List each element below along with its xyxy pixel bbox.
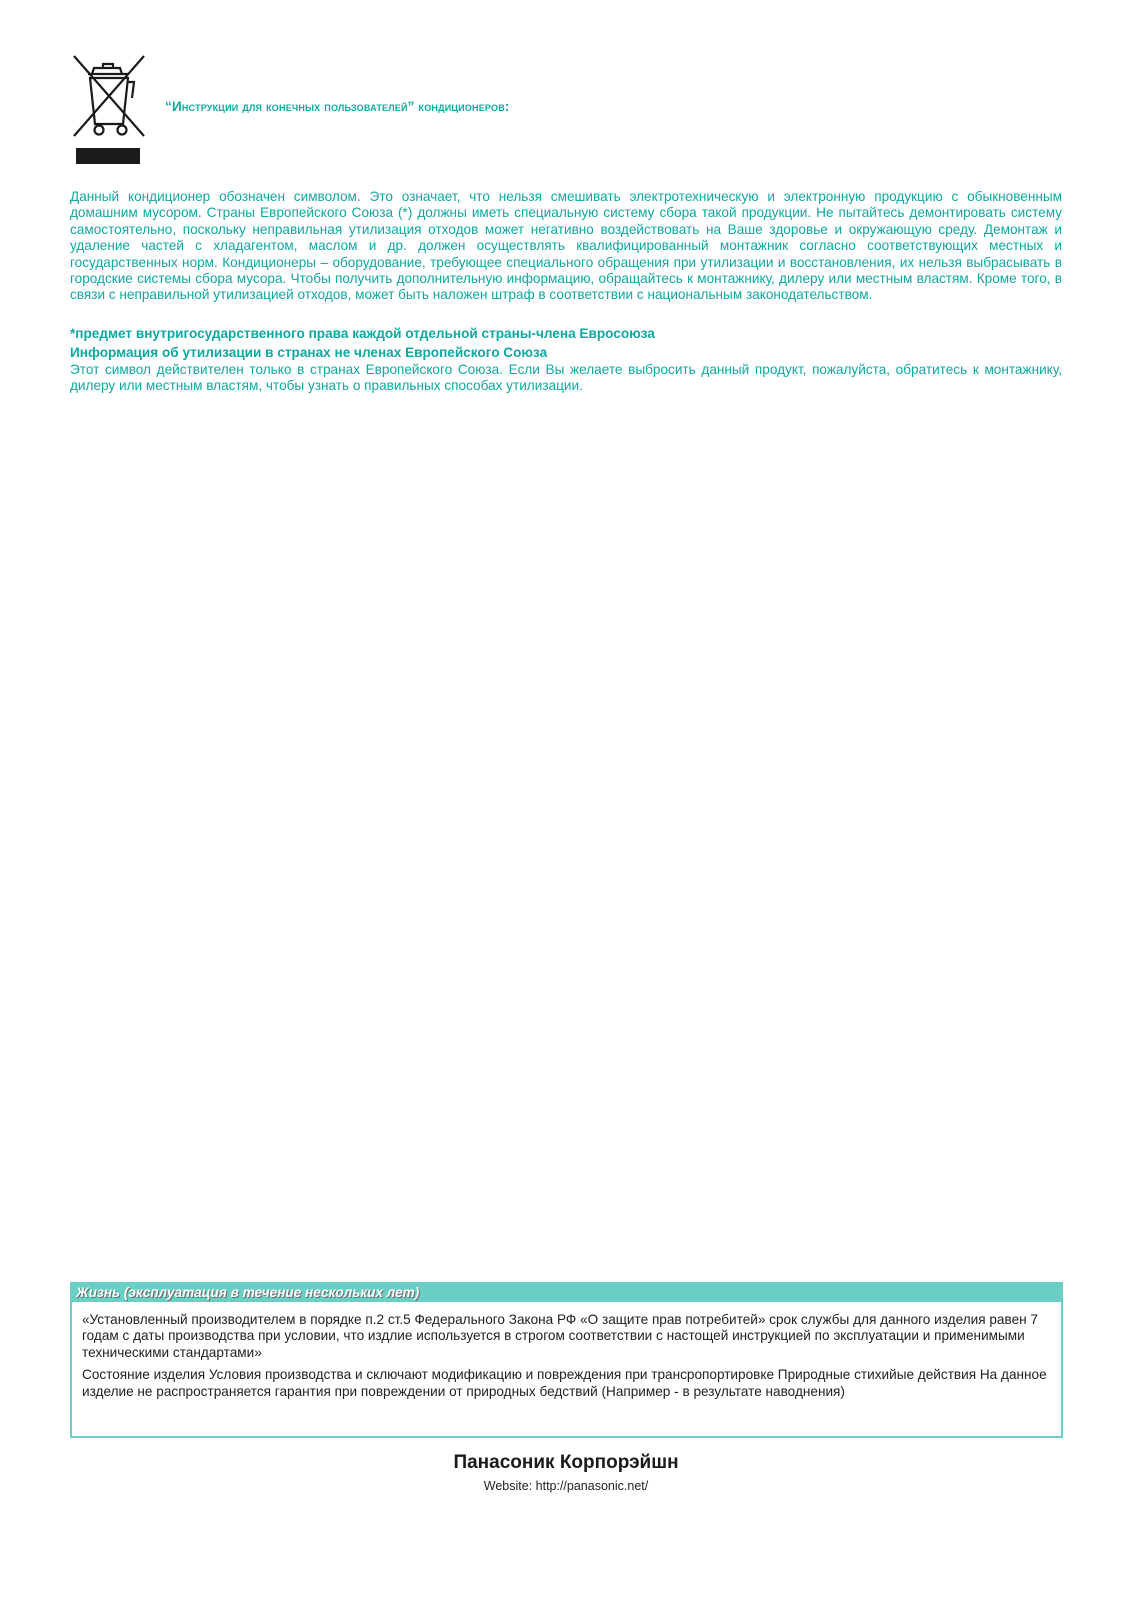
crossed-out-wheelie-bin-icon <box>70 52 150 170</box>
disposal-paragraph <box>70 189 1062 304</box>
disposal-text: Данный кондиционер обозначен символом. Это означает, что нельзя смешивать электротехническую и электронную продукцию с обыкновенным домашним мусором. Страны Европейского Союза (*) должны иметь специальную систему сбора такой продукции. Не пытайтесь демонтировать систему самостоятельно, поскольку неправильная утилизация отходов может негативно воздействовать на Ваше здоровье и окружающую среду. Демонтаж и удаление частей с хладагентом, маслом и др. должен осуществлять квалифицированный монтажник согласно соответствующих местных и государственных норм. Кондиционеры – оборудование, требующее специального обращения при утилизации и восстановления, их нельзя выбрасывать в городские системы сбора мусора. Чтобы получить дополнительную информацию, обращайтесь к монтажнику, дилеру или местным властям. Кроме того, в связи с неправильной утилизацией отходов, может быть наложен штраф в соответствии с национальным законодательством. <box>70 189 1062 303</box>
website-link[interactable]: Website: http://panasonic.net/ <box>483 1479 649 1493</box>
page-title: “Инструкции для конечных пользователей” кондиционеров: <box>165 99 510 114</box>
eu-footnote: *предмет внутригосударственного права каждой отдельной страны-члена Евросоюза <box>70 326 655 341</box>
condition-paragraph: Состояние изделия Условия производства и сключают модификацию и повреждения при трансропортировке Природные стихийые действия На данное изделие не распространяется гарантия при повреждении от природных бедствий (Например - в результате наводнения) <box>82 1367 1047 1399</box>
non-eu-title: Информация об утилизации в странах не членах Европейского Союза <box>70 345 548 360</box>
service-life-paragraph: «Установленный производителем в порядке п.2 ст.5 Федерального Закона РФ «О защите прав потребитей» срок службы для данного изделия равен 7 годам с даты производства при условии, что издлие используется в строгом соответствии с настощей инструкцией по эксплуатации и применимыми техническими стандартами» <box>82 1312 1038 1360</box>
brand-name: Панасоник Корпорэйшн <box>453 1452 679 1473</box>
service-life-title: Жизнь (эксплуатация в течение нескольких лет) <box>72 1284 1061 1302</box>
service-life-body <box>72 1302 1061 1400</box>
non-eu-paragraph <box>70 362 1062 395</box>
non-eu-text: Этот символ действителен только в странах Европейского Союза. Если Вы желаете выбросить данный продукт, пожалуйста, обратитесь к монтажнику, дилеру или местным властям, чтобы узнать о правильных способах утилизации. <box>70 362 1062 394</box>
service-life-box <box>70 1282 1063 1438</box>
